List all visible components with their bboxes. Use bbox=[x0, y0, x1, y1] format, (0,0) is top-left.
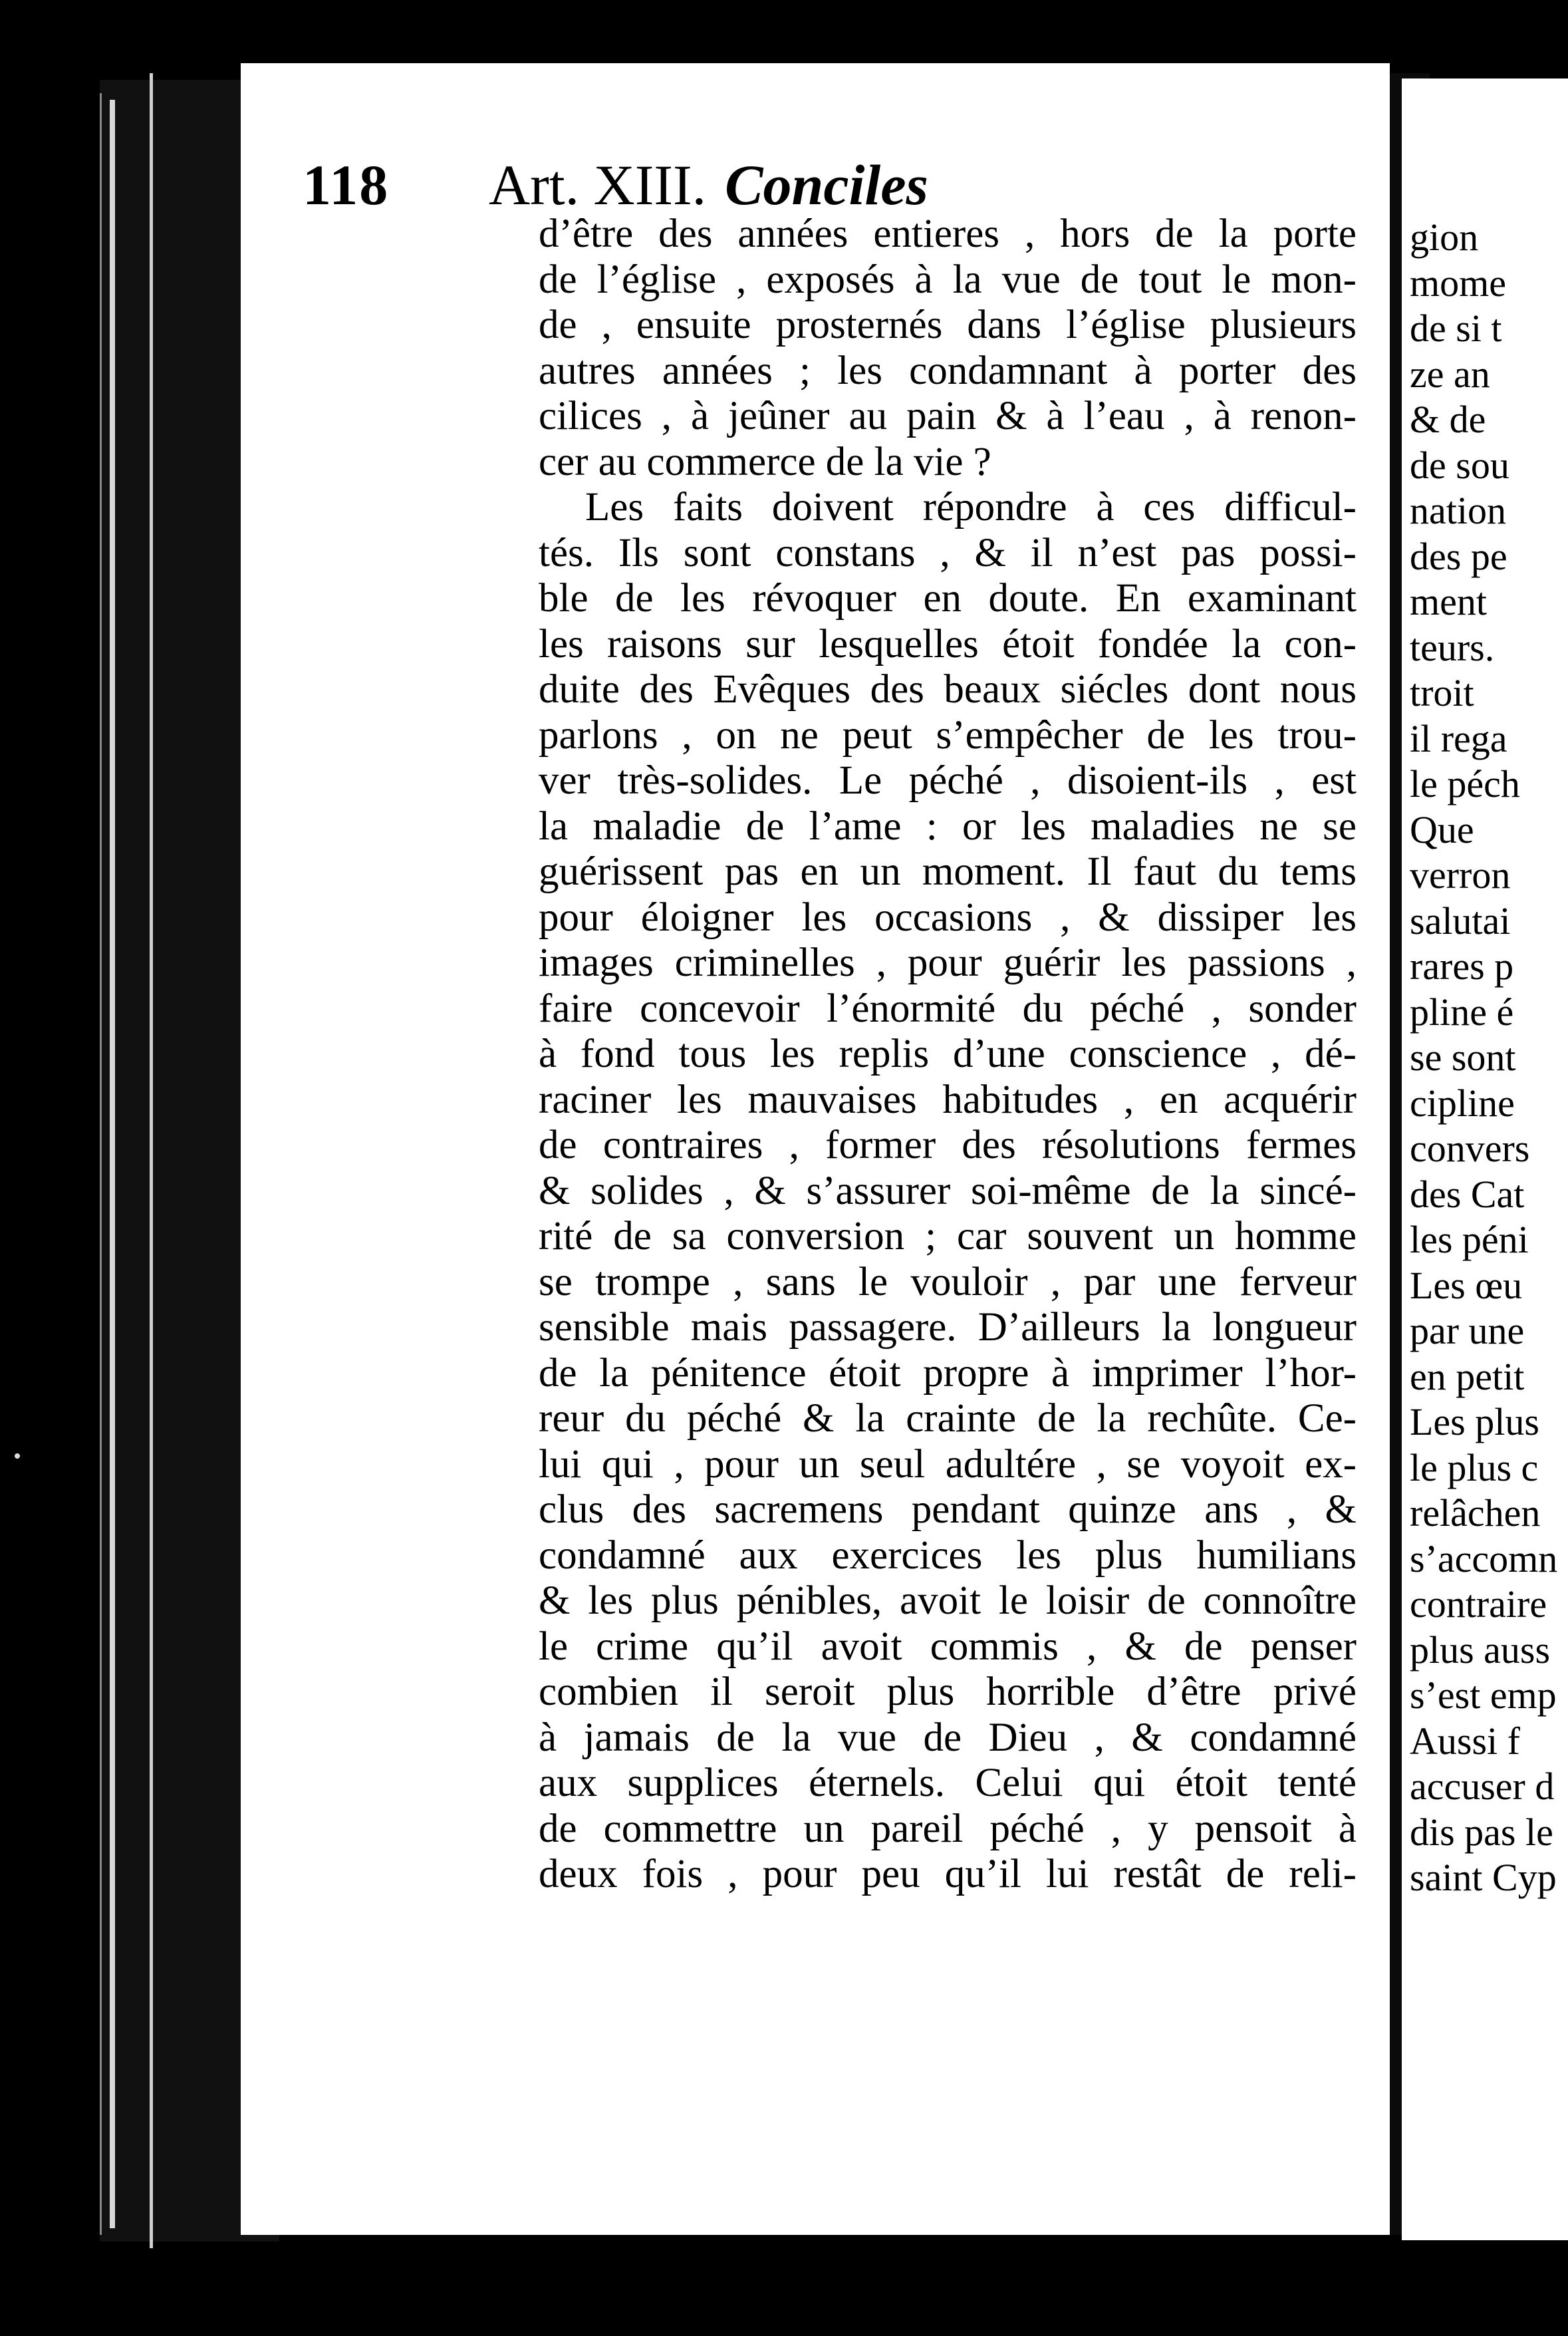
facing-text-line: Les plus bbox=[1410, 1400, 1539, 1443]
facing-text-line: verron bbox=[1410, 853, 1511, 897]
text-line: autres années ; les condamnant à porter des bbox=[539, 348, 1357, 393]
text-line: de , ensuite prosternés dans l’église plusieurs bbox=[539, 303, 1357, 347]
facing-text-line: Que bbox=[1410, 807, 1474, 851]
facing-text-line: Aussi f bbox=[1410, 1719, 1520, 1763]
page-edge-line bbox=[100, 93, 102, 2235]
text-line: clus des sacremens pendant quinze ans , & bbox=[539, 1487, 1357, 1532]
text-line: à jamais de la vue de Dieu , & condamné bbox=[539, 1715, 1357, 1760]
text-line: se trompe , sans le vouloir , par une ferveur bbox=[539, 1259, 1357, 1304]
text-line: duite des Evêques des beaux siécles dont nous bbox=[539, 667, 1357, 712]
text-line: la maladie de l’ame : or les maladies ne se bbox=[539, 803, 1357, 849]
facing-text-line: rares p bbox=[1410, 945, 1514, 988]
facing-page bbox=[1402, 78, 1568, 2240]
facing-text-line: s’est emp bbox=[1410, 1674, 1557, 1717]
facing-text-line: le plus c bbox=[1410, 1445, 1539, 1489]
facing-text-line: s’accomn bbox=[1410, 1536, 1558, 1580]
text-line: faire concevoir l’énormité du péché , sonder bbox=[539, 986, 1357, 1031]
running-title bbox=[489, 152, 928, 218]
facing-text-line: troit bbox=[1410, 671, 1474, 714]
text-line: d’être des années entieres , hors de la porte bbox=[539, 212, 1357, 256]
text-line: parlons , on ne peut s’empêcher de les trou- bbox=[539, 712, 1357, 758]
text-line: & solides , & s’assurer soi-même de la sincé- bbox=[539, 1168, 1357, 1213]
stray-mark bbox=[15, 1453, 20, 1459]
facing-page-text bbox=[1410, 215, 1568, 1901]
facing-text-line: contraire bbox=[1410, 1582, 1547, 1626]
text-line: combien il seroit plus horrible d’être privé bbox=[539, 1670, 1357, 1714]
facing-text-line: des Cat bbox=[1410, 1172, 1525, 1216]
text-line: de commettre un pareil péché , y pensoit à bbox=[539, 1806, 1357, 1851]
facing-text-line: & de bbox=[1410, 398, 1486, 441]
text-line: aux supplices éternels. Celui qui étoit tenté bbox=[539, 1761, 1357, 1805]
facing-text-line: accuser d bbox=[1410, 1765, 1555, 1808]
facing-text-line: le péch bbox=[1410, 762, 1520, 805]
text-line: cer au commerce de la vie ? bbox=[539, 439, 991, 484]
facing-text-line: pline é bbox=[1410, 990, 1514, 1034]
facing-text-line: gion bbox=[1410, 216, 1479, 259]
page-edge-line bbox=[110, 100, 115, 2228]
facing-text-line: dis pas le bbox=[1410, 1810, 1553, 1854]
text-line: guérissent pas en un moment. Il faut du tems bbox=[539, 849, 1357, 894]
text-line: sensible mais passagere. D’ailleurs la longueur bbox=[539, 1305, 1357, 1350]
facing-text-line: en petit bbox=[1410, 1354, 1525, 1398]
facing-text-line: salutai bbox=[1410, 899, 1511, 943]
text-line: ble de les révoquer en doute. En examinant bbox=[539, 576, 1357, 621]
page-number: 118 bbox=[303, 153, 390, 217]
facing-text-line: Les œu bbox=[1410, 1263, 1523, 1307]
text-line: Les faits doivent répondre à ces difficul- bbox=[585, 485, 1357, 529]
text-line: de l’église , exposés à la vue de tout le mon- bbox=[539, 257, 1357, 302]
facing-text-line: des pe bbox=[1410, 534, 1507, 578]
text-line: de la pénitence étoit propre à imprimer l’hor- bbox=[539, 1350, 1357, 1395]
text-line: condamné aux exercices les plus humilians bbox=[539, 1533, 1357, 1578]
text-line: à fond tous les replis d’une conscience , dé- bbox=[539, 1032, 1357, 1076]
facing-text-line: se sont bbox=[1410, 1036, 1516, 1079]
facing-text-line: mome bbox=[1410, 261, 1506, 305]
text-line: reur du péché & la crainte de la rechûte. Ce- bbox=[539, 1396, 1357, 1441]
article-label: Art. XIII. bbox=[489, 153, 707, 217]
text-line: pour éloigner les occasions , & dissiper les bbox=[539, 895, 1357, 940]
facing-text-line: ze an bbox=[1410, 352, 1490, 396]
facing-text-line: de sou bbox=[1410, 443, 1509, 487]
text-line: raciner les mauvaises habitudes , en acquérir bbox=[539, 1077, 1357, 1122]
text-line: ver très-solides. Le péché , disoient-ils , est bbox=[539, 758, 1357, 803]
text-line: lui qui , pour un seul adultére , se voyoit ex- bbox=[539, 1441, 1357, 1487]
facing-text-line: de si t bbox=[1410, 307, 1502, 350]
facing-text-line: teurs. bbox=[1410, 625, 1495, 669]
text-line: rité de sa conversion ; car souvent un homme bbox=[539, 1214, 1357, 1258]
body-text bbox=[539, 212, 1357, 1898]
facing-text-line: convers bbox=[1410, 1127, 1530, 1170]
facing-text-line: ment bbox=[1410, 580, 1487, 623]
text-line: de contraires , former des résolutions fermes bbox=[539, 1123, 1357, 1167]
facing-text-line: les péni bbox=[1410, 1218, 1529, 1261]
facing-text-line: saint Cyp bbox=[1410, 1856, 1557, 1899]
text-line: cilices , à jeûner au pain & à l’eau , à renon- bbox=[539, 394, 1357, 438]
text-line: tés. Ils sont constans , & il n’est pas possi- bbox=[539, 530, 1357, 575]
text-line: les raisons sur lesquelles étoit fondée la con- bbox=[539, 621, 1357, 666]
page-edge-line bbox=[150, 73, 153, 2248]
text-line: images criminelles , pour guérir les passions , bbox=[539, 941, 1357, 985]
running-topic: Conciles bbox=[725, 153, 928, 217]
facing-text-line: nation bbox=[1410, 489, 1506, 532]
facing-text-line: relâchen bbox=[1410, 1491, 1541, 1534]
facing-text-line: par une bbox=[1410, 1309, 1525, 1352]
text-line: deux fois , pour peu qu’il lui restât de reli- bbox=[539, 1852, 1357, 1896]
facing-text-line: cipline bbox=[1410, 1081, 1515, 1125]
facing-text-line: plus auss bbox=[1410, 1628, 1551, 1672]
text-line: le crime qu’il avoit commis , & de penser bbox=[539, 1624, 1357, 1669]
text-line: & les plus pénibles, avoit le loisir de connoître bbox=[539, 1578, 1357, 1623]
facing-text-line: il rega bbox=[1410, 716, 1507, 760]
